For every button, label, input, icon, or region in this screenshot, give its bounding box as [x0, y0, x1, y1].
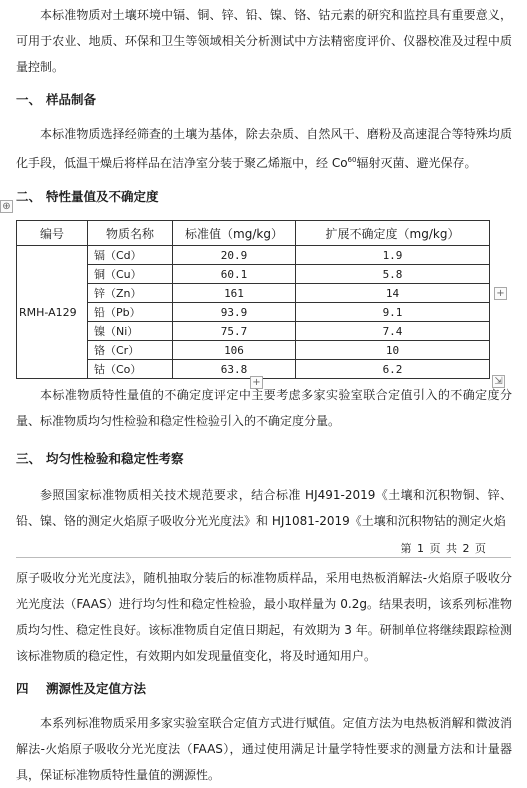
uncertainty-value: 7.4 — [296, 322, 490, 341]
standard-value: 63.8 — [173, 360, 296, 379]
section-1-heading — [16, 90, 96, 110]
table-row — [17, 303, 490, 322]
standard-value: 106 — [173, 341, 296, 360]
table-resize-handle-icon[interactable]: ⇲ — [492, 375, 505, 388]
section-4-title: 溯源性及定值方法 — [46, 681, 147, 696]
section-3-paragraph-part1: 参照国家标准物质相关技术规范要求，结合标准 HJ491-2019《土壤和沉积物铜、锌、铅、镍、铬的测定火焰原子吸收分光光度法》和 HJ1081-2019《土壤和沉积物钴的测定火焰 — [16, 488, 512, 528]
section-3-heading — [16, 449, 184, 469]
section-2-title: 特性量值及不确定度 — [46, 189, 159, 204]
standard-value: 20.9 — [173, 246, 296, 265]
table-header-row — [17, 221, 490, 246]
substance-name: 锌（Zn） — [88, 284, 173, 303]
table-move-handle-icon[interactable]: ⊕ — [0, 200, 13, 213]
uncertainty-value: 9.1 — [296, 303, 490, 322]
page-number: 第 1 页 共 2 页 — [400, 542, 487, 555]
table-row — [17, 246, 490, 265]
section-3-title: 均匀性检验和稳定性考察 — [46, 451, 184, 466]
substance-name: 镍（Ni） — [88, 322, 173, 341]
cobalt-60-superscript: 60 — [347, 156, 357, 164]
standard-value: 75.7 — [173, 322, 296, 341]
section-3-paragraph-part2: 原子吸收分光光度法》，随机抽取分装后的标准物质样品，采用电热板消解法-火焰原子吸收分光光度法（FAAS）进行均匀性和稳定性检验，最小取样量为 0.2g。结果表明，该系列标准物质均匀性、稳定性良好。该标准物质自定值日期起，有效期为 3 年。研制单位将继续跟踪检测该标准物质的稳定性，有效期内如发现量值变化，将及时通知用户。 — [16, 571, 512, 663]
standard-value: 60.1 — [173, 265, 296, 284]
section-2-number: 二、 — [16, 189, 42, 204]
section-4-heading — [16, 679, 146, 699]
section-4-number: 四 — [16, 681, 29, 696]
header-uncertainty: 扩展不确定度（mg/kg） — [296, 221, 490, 246]
table-row — [17, 322, 490, 341]
add-row-plus-icon[interactable]: + — [250, 376, 263, 389]
properties-table — [16, 220, 490, 379]
s1-text-before: 本标准物质选择经筛查的土壤为基体，除去杂质、自然风干、磨粉及高速混合等特殊均质化手段，低温干燥后将样品在洁净室分装于聚乙烯瓶中，经 Co — [16, 127, 512, 170]
uncertainty-value: 1.9 — [296, 246, 490, 265]
uncertainty-value: 6.2 — [296, 360, 490, 379]
header-code: 编号 — [17, 221, 88, 246]
s1-text-after: 辐射灭菌、避光保存。 — [356, 156, 477, 170]
header-standard-value: 标准值（mg/kg） — [173, 221, 296, 246]
standard-value: 161 — [173, 284, 296, 303]
intro-paragraph: 本标准物质对土壤环境中镉、铜、锌、铅、镍、铬、钴元素的研究和监控具有重要意义，可用于农业、地质、环保和卫生等领域相关分析测试中方法精密度评价、仪器校准及过程中质量控制。 — [16, 8, 512, 74]
section-4-paragraph: 本系列标准物质采用多家实验室联合定值方式进行赋值。定值方法为电热板消解和微波消解法-火焰原子吸收分光光度法（FAAS），通过使用满足计量学特性要求的测量方法和计量器具，保证标准物质特性量值的溯源性。 — [16, 716, 512, 782]
section-1-paragraph — [16, 121, 512, 176]
uncertainty-value: 14 — [296, 284, 490, 303]
uncertainty-value: 5.8 — [296, 265, 490, 284]
section-1-number: 一、 — [16, 92, 42, 107]
substance-name: 钴（Co） — [88, 360, 173, 379]
substance-name: 铅（Pb） — [88, 303, 173, 322]
substance-name: 铜（Cu） — [88, 265, 173, 284]
section-3-number: 三、 — [16, 451, 42, 466]
substance-name: 铬（Cr） — [88, 341, 173, 360]
page-break-divider — [16, 557, 511, 558]
section-2-paragraph: 本标准物质特性量值的不确定度评定中主要考虑多家实验室联合定值引入的不确定度分量、标准物质均匀性检验和稳定性检验引入的不确定度分量。 — [16, 388, 512, 428]
table-row — [17, 284, 490, 303]
sample-code: RMH-A129 — [17, 246, 88, 379]
section-1-title: 样品制备 — [46, 92, 97, 107]
standard-value: 93.9 — [173, 303, 296, 322]
section-2-heading — [16, 187, 159, 207]
substance-name: 镉（Cd） — [88, 246, 173, 265]
header-substance: 物质名称 — [88, 221, 173, 246]
add-column-plus-icon[interactable]: + — [494, 287, 507, 300]
table-row — [17, 265, 490, 284]
table-row — [17, 341, 490, 360]
uncertainty-value: 10 — [296, 341, 490, 360]
